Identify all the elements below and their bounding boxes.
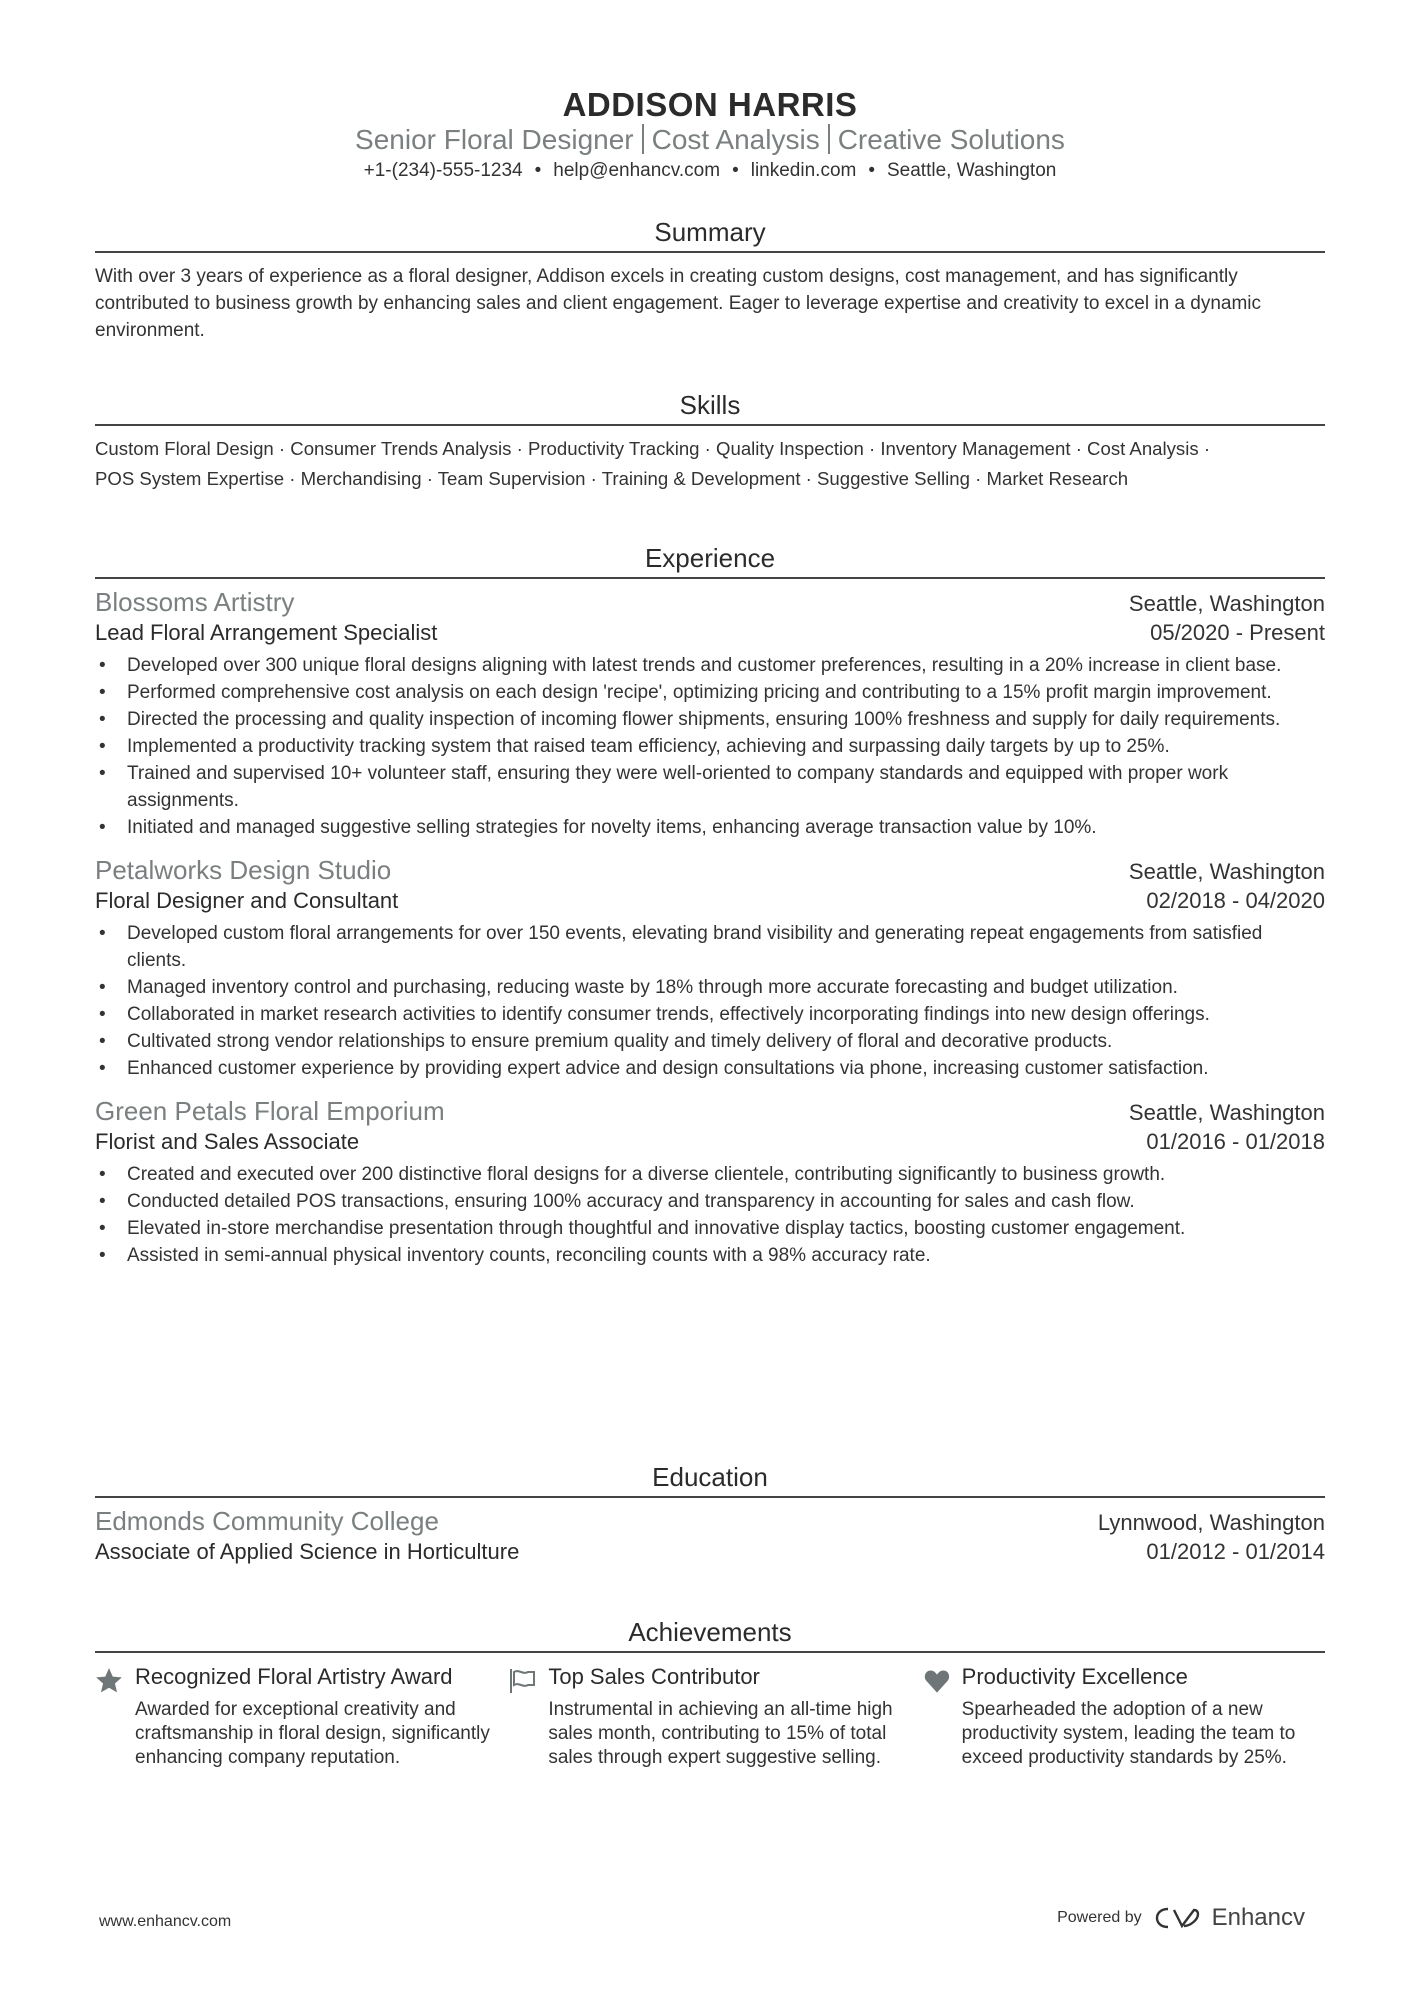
job-bullet: • Created and executed over 200 distinctive floral designs for a diverse clientele, contributing significantly to business growth. — [95, 1161, 1325, 1188]
candidate-name: ADDISON HARRIS — [562, 86, 858, 123]
job-location: Seattle, Washington — [1128, 1100, 1325, 1125]
job-bullet: • Initiated and managed suggestive selling strategies for novelty items, enhancing average transaction value by 10%. — [95, 814, 1325, 841]
section-title: Summary — [654, 217, 766, 247]
divider — [95, 577, 1325, 579]
achievement-item — [95, 1663, 498, 1770]
headline-part: Senior Floral Designer — [355, 124, 634, 155]
education-section — [95, 1462, 1325, 1565]
education-entry — [95, 1506, 1325, 1565]
achievement-item — [508, 1663, 911, 1770]
flag-icon — [508, 1663, 548, 1770]
section-title: Skills — [679, 390, 741, 420]
section-title: Experience — [644, 543, 776, 573]
experience-section — [95, 543, 1325, 1269]
job-bullet: • Trained and supervised 10+ volunteer staff, ensuring they were well-oriented to company standards and equipped with proper work assignments. — [95, 760, 1325, 814]
job-entry — [95, 855, 1325, 1082]
job-location: Seattle, Washington — [1128, 859, 1325, 884]
degree: Associate of Applied Science in Horticulture — [95, 1539, 520, 1564]
summary-section — [95, 217, 1325, 344]
job-bullet: • Assisted in semi-annual physical inventory counts, reconciling counts with a 98% accuracy rate. — [95, 1242, 1325, 1269]
divider — [95, 424, 1325, 426]
divider — [95, 1496, 1325, 1498]
skills-section — [95, 390, 1325, 494]
star-icon — [95, 1663, 135, 1770]
powered-by — [1057, 1904, 1305, 1932]
skills-line: POS System Expertise · Merchandising · Team Supervision · Training & Development · Suggestive Selling · Market Research — [95, 468, 1129, 489]
achievement-title: Productivity Excellence — [961, 1664, 1188, 1689]
divider — [95, 251, 1325, 253]
job-bullet: • Directed the processing and quality inspection of incoming flower shipments, ensuring 100% freshness and supply for daily requirements. — [95, 706, 1325, 733]
company-name: Blossoms Artistry — [95, 587, 295, 617]
job-bullet: • Cultivated strong vendor relationships to ensure premium quality and timely delivery of floral and decorative products. — [95, 1028, 1325, 1055]
job-bullet: • Collaborated in market research activities to identify consumer trends, effectively incorporating findings into new design offerings. — [95, 1001, 1325, 1028]
achievement-item — [922, 1663, 1325, 1770]
job-title: Florist and Sales Associate — [95, 1129, 360, 1154]
achievement-title: Top Sales Contributor — [548, 1664, 760, 1689]
achievement-description: Awarded for exceptional creativity and craftsmanship in floral design, significantly enhancing company reputation. — [135, 1699, 490, 1768]
brand-name: Enhancv — [1211, 1904, 1305, 1931]
achievements-section — [95, 1617, 1325, 1770]
job-bullet: • Developed over 300 unique floral designs aligning with latest trends and customer preferences, resulting in a 20% increase in client base. — [95, 652, 1325, 679]
job-bullet: • Implemented a productivity tracking system that raised team efficiency, achieving and surpassing daily targets by up to 25%. — [95, 733, 1325, 760]
headline-part: Cost Analysis — [651, 124, 820, 155]
company-name: Green Petals Floral Emporium — [95, 1096, 445, 1126]
education-dates: 01/2012 - 01/2014 — [1146, 1539, 1325, 1564]
job-location: Seattle, Washington — [1128, 591, 1325, 616]
location: Seattle, Washington — [887, 160, 1057, 181]
contact-info: +1-(234)-555-1234 • help@enhancv.com • linkedin.com • Seattle, Washington — [363, 160, 1057, 181]
job-dates: 01/2016 - 01/2018 — [1146, 1129, 1325, 1154]
section-title: Education — [652, 1462, 768, 1492]
achievement-title: Recognized Floral Artistry Award — [135, 1664, 453, 1689]
job-bullet: • Managed inventory control and purchasing, reducing waste by 18% through more accurate forecasting and budget utilization. — [95, 974, 1325, 1001]
phone: +1-(234)-555-1234 — [363, 160, 523, 181]
divider — [95, 1651, 1325, 1653]
job-dates: 05/2020 - Present — [1150, 620, 1325, 645]
job-bullet: • Performed comprehensive cost analysis on each design 'recipe', optimizing pricing and contributing to a 15% profit margin improvement. — [95, 679, 1325, 706]
job-bullet: • Elevated in-store merchandise presentation through thoughtful and innovative display tactics, boosting customer engagement. — [95, 1215, 1325, 1242]
job-bullet: • Developed custom floral arrangements for over 150 events, elevating brand visibility and generating repeat engagements from satisfied clients. — [95, 920, 1325, 974]
skills-line: Custom Floral Design · Consumer Trends Analysis · Productivity Tracking · Quality Inspection · Inventory Management · Cost Analysis · — [95, 438, 1211, 459]
school-name: Edmonds Community College — [95, 1506, 439, 1536]
achievement-description: Instrumental in achieving an all-time high sales month, contributing to 15% of total sales through expert suggestive selling. — [548, 1699, 893, 1768]
headline — [95, 124, 1325, 156]
company-name: Petalworks Design Studio — [95, 855, 392, 885]
job-bullet: • Conducted detailed POS transactions, ensuring 100% accuracy and transparency in accounting for sales and cash flow. — [95, 1188, 1325, 1215]
headline-part: Creative Solutions — [837, 124, 1065, 155]
enhancv-logo-icon — [1154, 1906, 1200, 1930]
job-entry — [95, 1096, 1325, 1269]
school-location: Lynnwood, Washington — [1097, 1510, 1325, 1535]
job-dates: 02/2018 - 04/2020 — [1146, 888, 1325, 913]
email-link[interactable]: help@enhancv.com — [553, 160, 721, 181]
job-title: Lead Floral Arrangement Specialist — [95, 620, 438, 645]
powered-by-label: Powered by — [1057, 1909, 1142, 1926]
section-title: Achievements — [628, 1617, 792, 1647]
summary-text: With over 3 years of experience as a floral designer, Addison excels in creating custom designs, cost management, and has significantly contributed to business growth by enhancing sales and client engagement. Eager to leverage expertise and creativity to excel in a dynamic environment. — [95, 266, 1262, 341]
achievement-description: Spearheaded the adoption of a new productivity system, leading the team to exceed productivity standards by 25%. — [961, 1699, 1296, 1768]
job-entry — [95, 587, 1325, 841]
linkedin-link[interactable]: linkedin.com — [750, 160, 857, 181]
heart-icon — [922, 1663, 962, 1770]
job-title: Floral Designer and Consultant — [95, 888, 399, 913]
website-link[interactable]: www.enhancv.com — [99, 1913, 232, 1930]
job-bullet: • Enhanced customer experience by providing expert advice and design consultations via phone, increasing customer satisfaction. — [95, 1055, 1325, 1082]
